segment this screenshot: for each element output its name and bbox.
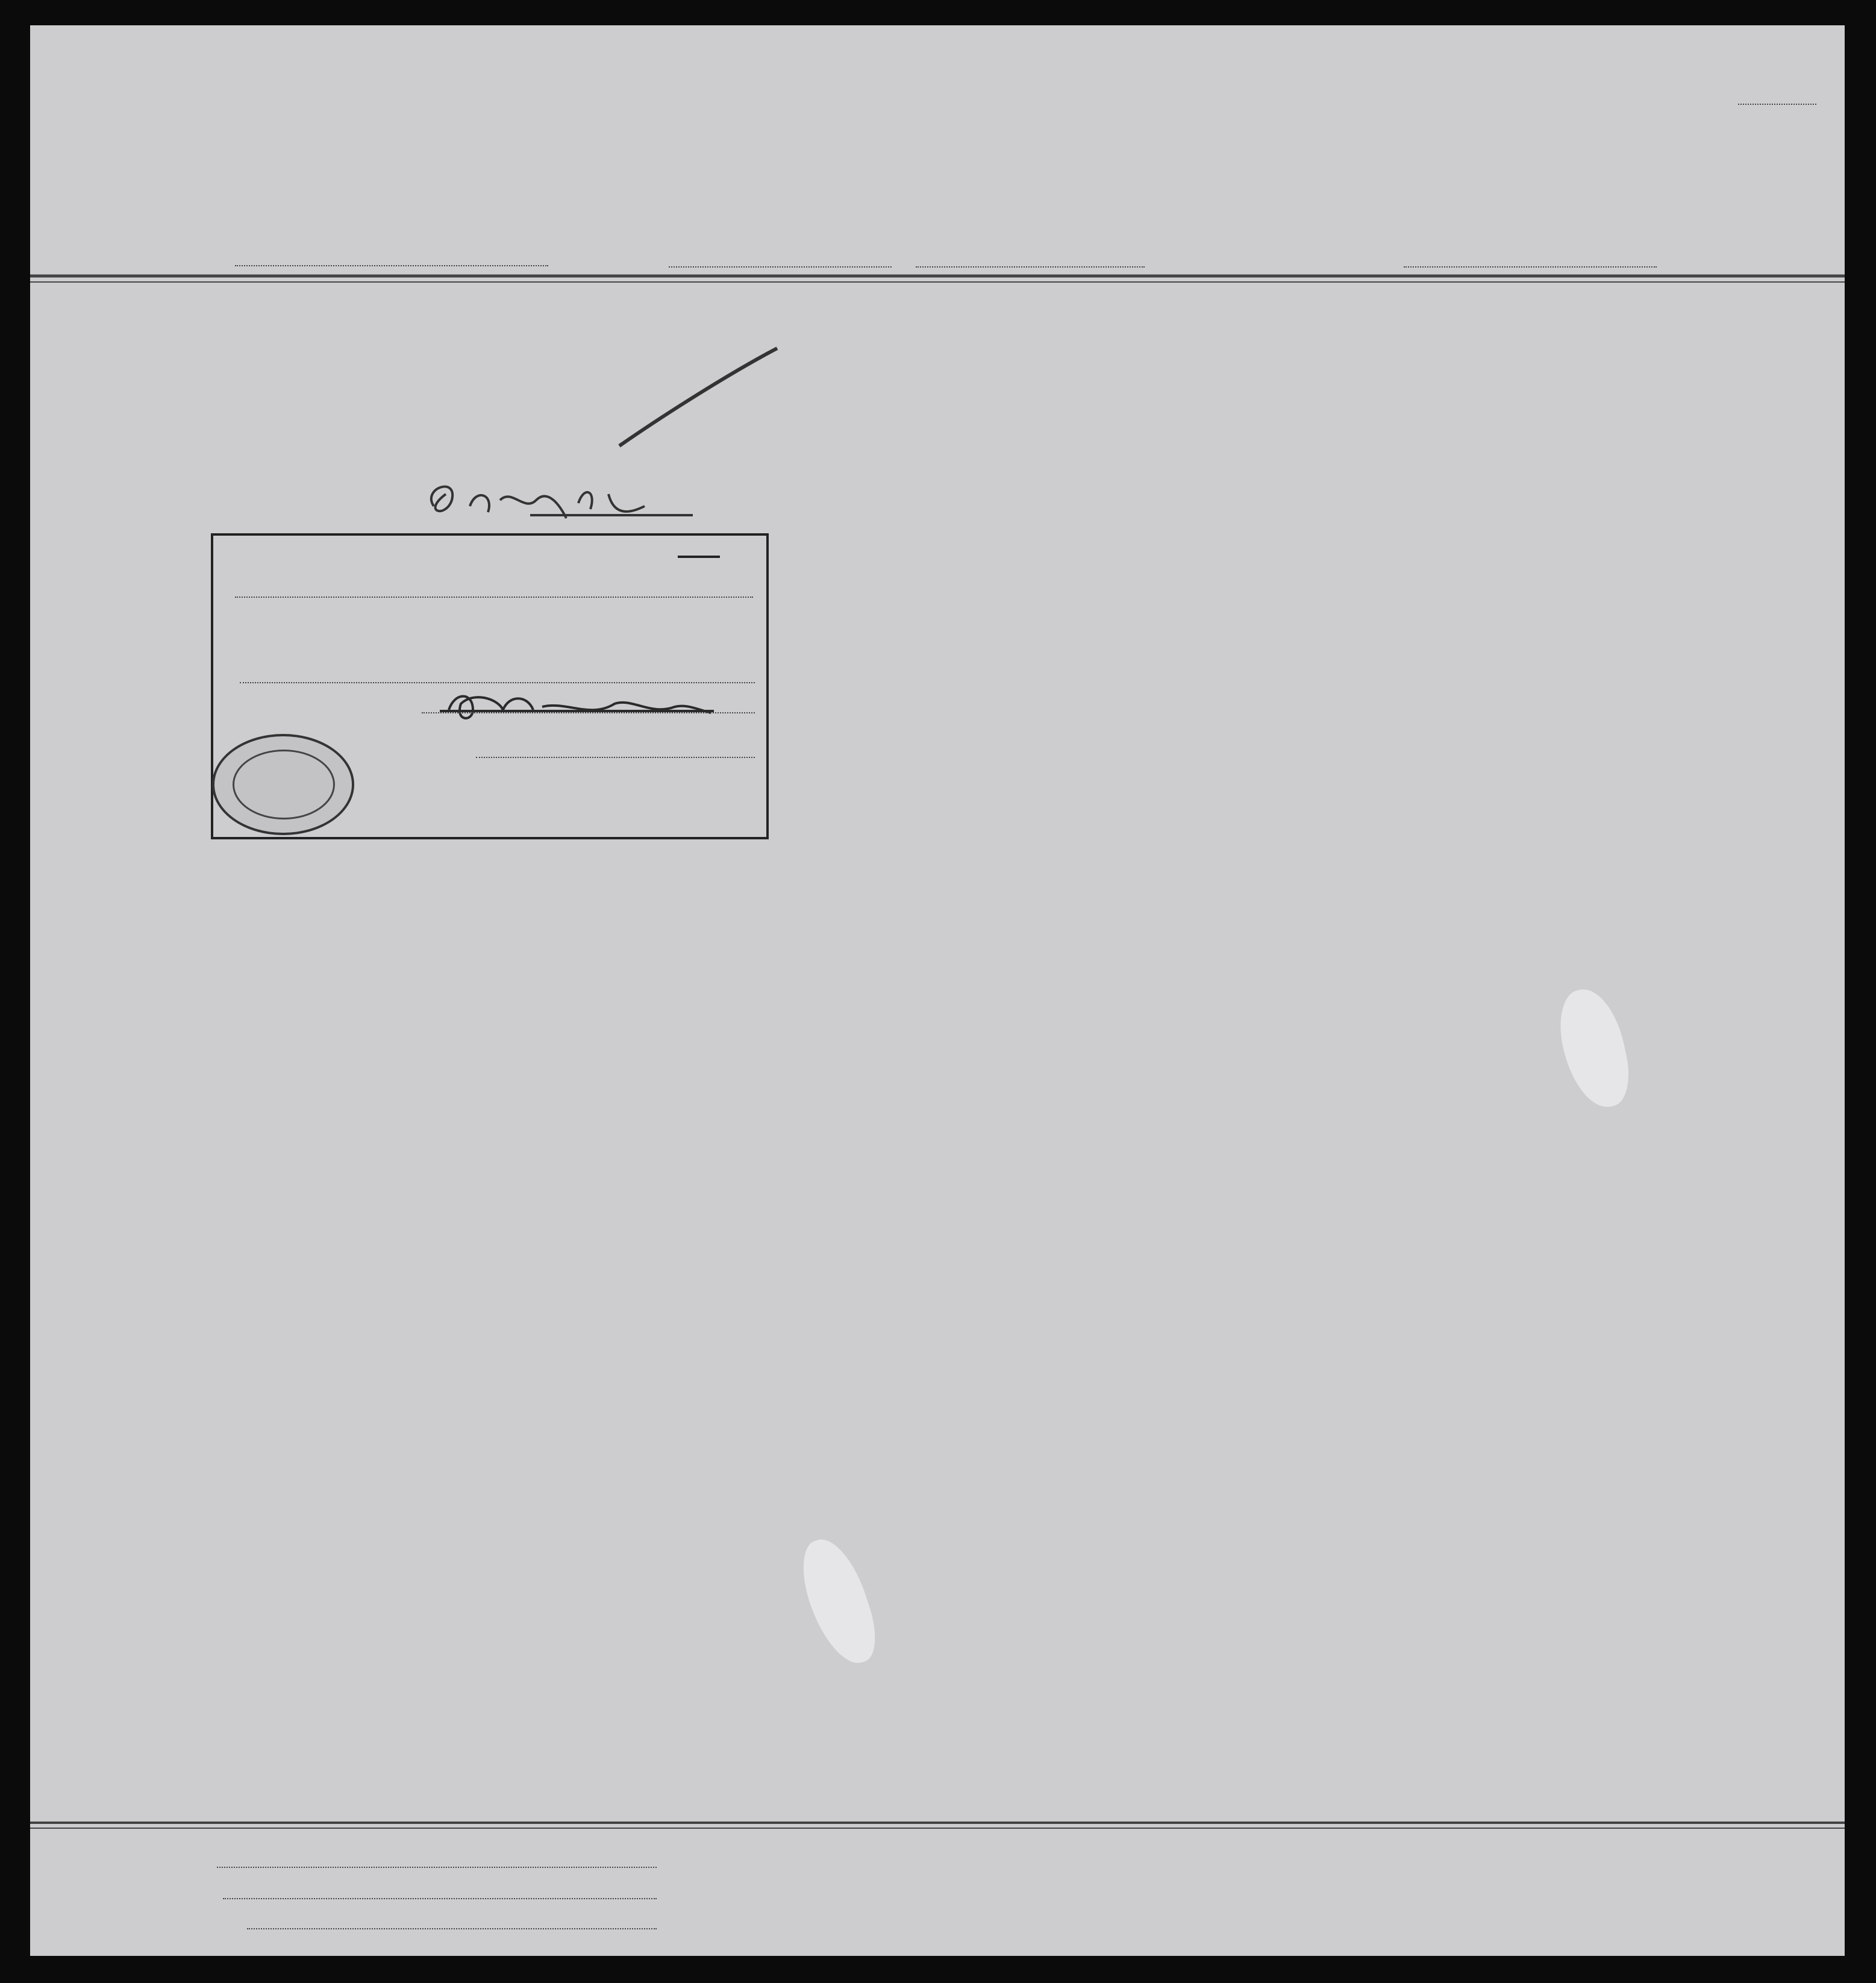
stamp-date-line <box>476 757 755 758</box>
position-pen-stroke <box>614 343 783 452</box>
stamp-via-line <box>240 682 755 683</box>
footer-line-field <box>217 1867 657 1868</box>
seal-eagle-icon <box>233 750 335 819</box>
footer-owners-field <box>223 1898 657 1899</box>
handwritten-signature <box>410 470 723 530</box>
stamp-no-dash <box>678 556 720 558</box>
stamp-signature-line <box>422 712 755 713</box>
footer-agents-field <box>247 1928 657 1929</box>
consulate-seal <box>212 734 354 835</box>
consul-signature <box>440 686 717 722</box>
stamp-city-line <box>235 597 753 598</box>
